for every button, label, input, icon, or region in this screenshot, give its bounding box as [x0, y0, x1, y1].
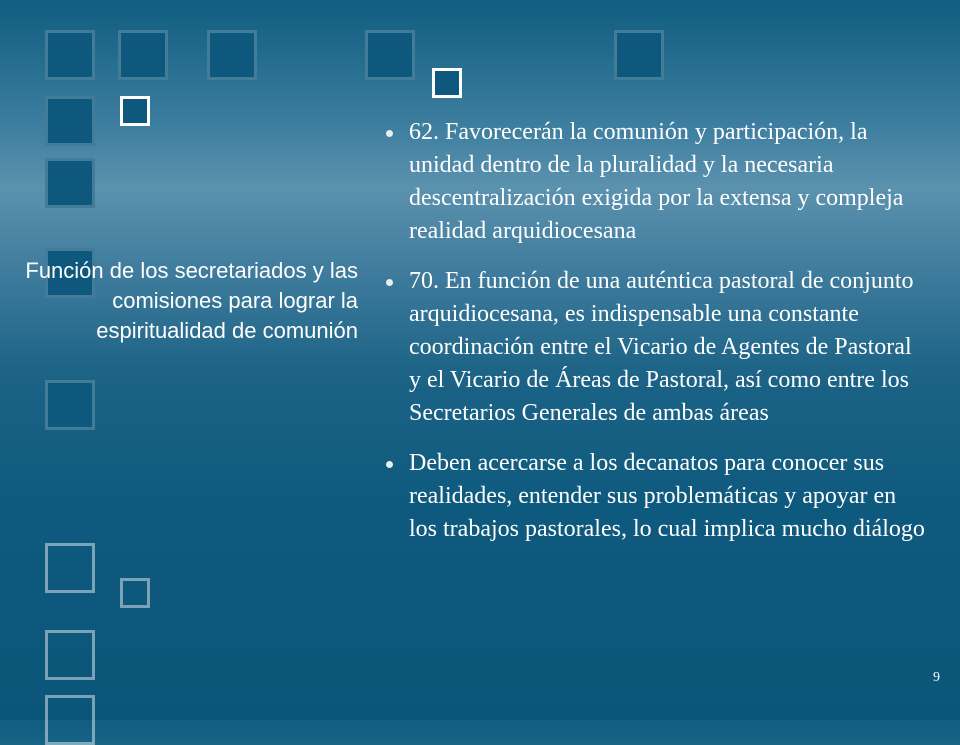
decorative-small-square [120, 578, 150, 608]
bullet-dot-icon [386, 130, 393, 137]
bullet-item [378, 265, 928, 430]
decorative-square [45, 630, 95, 680]
decorative-square [614, 30, 664, 80]
decorative-square [45, 96, 95, 146]
decorative-square [365, 30, 415, 80]
bullet-dot-icon [386, 461, 393, 468]
slide-title: Función de los secretariados y las comisiones para lograr la espiritualidad de comunión [25, 258, 358, 343]
bullet-item [378, 447, 928, 546]
decorative-small-square [432, 68, 462, 98]
decorative-square [207, 30, 257, 80]
bullet-list [378, 116, 928, 563]
bullet-text: Deben acercarse a los decanatos para conocer sus realidades, entender sus problemáticas y apoyar en los trabajos pastorales, lo cual implica mucho diálogo [409, 450, 925, 542]
bullet-text: 62. Favorecerán la comunión y participación, la unidad dentro de la pluralidad y la necesaria descentralización exigida por la extensa y compleja realidad arquidiocesana [409, 119, 904, 244]
decorative-square [45, 380, 95, 430]
decorative-square [45, 30, 95, 80]
decorative-square [45, 158, 95, 208]
decorative-square [45, 543, 95, 593]
bullet-item [378, 116, 928, 248]
bullet-text: 70. En función de una auténtica pastoral de conjunto arquidiocesana, es indispensable una constante coordinación entre el Vicario de Agentes de Pastoral y el Vicario de Áreas de Pastoral, así como entre los Secretarios Generales de ambas áreas [409, 268, 914, 426]
page-number: 9 [933, 670, 940, 685]
decorative-square [118, 30, 168, 80]
bullet-dot-icon [386, 279, 393, 286]
decorative-small-square [120, 96, 150, 126]
decorative-square [45, 695, 95, 745]
